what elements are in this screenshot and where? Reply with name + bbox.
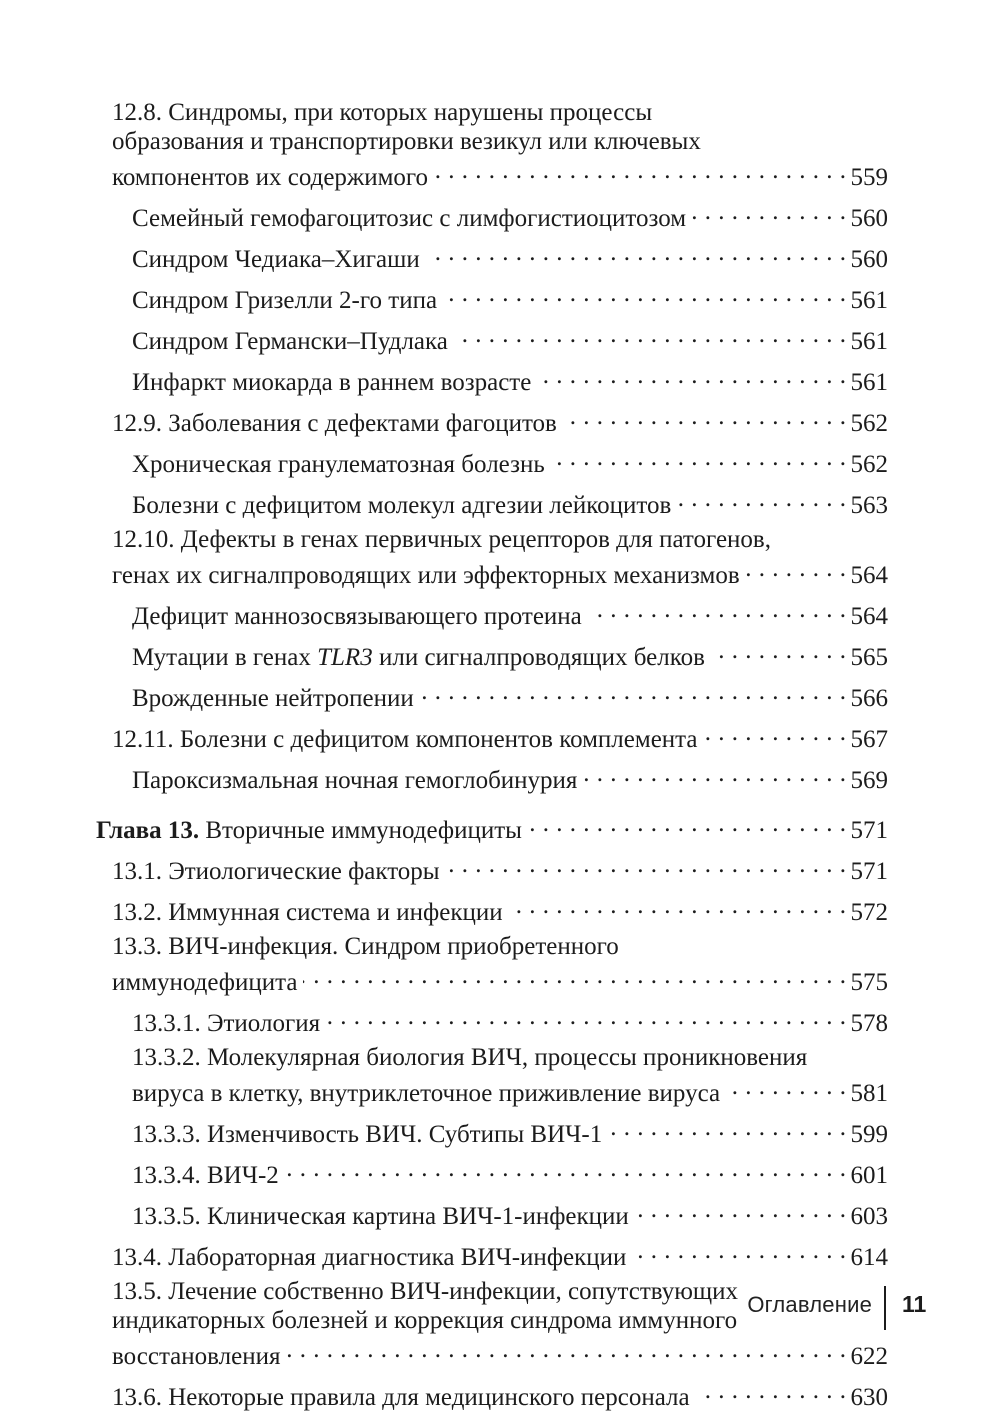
toc-entry-title-part: Мутации в генах — [132, 644, 318, 671]
toc-entry[interactable] — [132, 197, 888, 233]
toc-page-number: 630 — [850, 1384, 888, 1411]
toc-page-number: 562 — [850, 451, 888, 478]
dot-leader — [588, 595, 847, 624]
gene-name: TLR3 — [317, 644, 373, 671]
dot-leader — [326, 1002, 846, 1031]
toc-entry[interactable] — [132, 238, 888, 274]
footer-divider — [884, 1286, 886, 1330]
toc-page-number: 581 — [850, 1080, 888, 1107]
toc-entry[interactable] — [112, 402, 888, 438]
toc-entry[interactable] — [132, 595, 888, 631]
dot-leader — [692, 197, 846, 226]
dot-leader — [696, 1376, 847, 1405]
page-footer — [0, 1286, 1000, 1328]
toc-entry-title: компонентов их содержимого — [112, 164, 429, 191]
toc-page-number: 572 — [850, 899, 888, 926]
toc-page-number: 561 — [850, 328, 888, 355]
toc-entry-title-part: или сигналпроводящих белков — [372, 644, 705, 671]
toc-entry-title: 13.3.1. Этиология — [132, 1010, 321, 1037]
running-footer-title: Оглавление — [747, 1292, 872, 1317]
dot-leader — [443, 279, 846, 308]
toc-page-number: 614 — [850, 1244, 888, 1271]
toc-entry-title: 13.3.5. Клиническая картина ВИЧ-1-инфекции — [132, 1203, 629, 1230]
toc-page-number: 563 — [850, 492, 888, 519]
toc-entry-title: 13.2. Иммунная система и инфекции — [112, 899, 503, 926]
toc-entry-title-line: 13.3.2. Молекулярная биология ВИЧ, процессы проникновения — [132, 1044, 808, 1071]
toc-entry-title: Синдром Германски–Пудлака — [132, 328, 448, 355]
toc-entry-title-line: 13.3. ВИЧ-инфекция. Синдром приобретенного — [112, 933, 619, 960]
toc-entry[interactable] — [132, 443, 888, 479]
dot-leader — [711, 636, 847, 665]
toc-page-number: 601 — [850, 1162, 888, 1189]
dot-leader — [285, 1154, 847, 1183]
dot-leader — [635, 1195, 847, 1224]
dot-leader — [563, 402, 847, 431]
toc-page-number: 560 — [850, 246, 888, 273]
toc-entry-title — [132, 643, 705, 672]
dot-leader — [537, 361, 846, 390]
toc-page-number: 603 — [850, 1203, 888, 1230]
toc-page-number: 562 — [850, 410, 888, 437]
toc-entry[interactable] — [112, 932, 888, 997]
dot-leader — [528, 809, 847, 838]
toc-entry-title: генах их сигналпроводящих или эффекторных механизмов — [112, 562, 740, 589]
toc-entry-title: 13.1. Этиологические факторы — [112, 858, 440, 885]
toc-page-number: 578 — [850, 1010, 888, 1037]
dot-leader — [726, 1072, 846, 1101]
toc-page-number: 599 — [850, 1121, 888, 1148]
toc-page-number: 571 — [850, 817, 888, 844]
toc-entry-title: 13.4. Лабораторная диагностика ВИЧ-инфекции — [112, 1244, 627, 1271]
toc-page-number: 567 — [850, 726, 888, 753]
dot-leader — [632, 1236, 846, 1265]
toc-chapter-entry[interactable] — [96, 809, 888, 845]
toc-page-number: 566 — [850, 685, 888, 712]
toc-entry-title: Синдром Гризелли 2-го типа — [132, 287, 438, 314]
toc-entry-title: Врожденные нейтропении — [132, 685, 414, 712]
chapter-label: Глава 13. — [96, 817, 200, 844]
toc-entry[interactable] — [112, 1376, 888, 1412]
toc-entry-title: 13.3.3. Изменчивость ВИЧ. Субтипы ВИЧ-1 — [132, 1121, 603, 1148]
dot-leader — [509, 891, 847, 920]
toc-entry-title: восстановления — [112, 1343, 281, 1370]
table-of-contents — [0, 98, 1000, 1417]
dot-leader — [426, 238, 847, 267]
page-number: 11 — [902, 1291, 927, 1317]
toc-entry[interactable] — [132, 1002, 888, 1038]
toc-entry-title: Синдром Чедиака–Хигаши — [132, 246, 420, 273]
toc-entry-title: Дефицит маннозосвязывающего протеина — [132, 603, 582, 630]
toc-entry-title: 12.9. Заболевания с дефектами фагоцитов — [112, 410, 557, 437]
toc-entry-title-line: образования и транспортировки везикул или ключевых — [112, 128, 701, 155]
toc-entry-title: 13.3.4. ВИЧ-2 — [132, 1162, 279, 1189]
toc-entry[interactable] — [132, 759, 888, 795]
toc-page-number: 571 — [850, 858, 888, 885]
dot-leader — [583, 759, 846, 788]
toc-entry-title-line: 13.5. Лечение собственно ВИЧ-инфекции, сопутствующих — [112, 1278, 739, 1305]
toc-entry[interactable] — [112, 1236, 888, 1272]
toc-entry-title: Семейный гемофагоцитозис с лимфогистиоцитозом — [132, 205, 687, 232]
toc-entry-title: Болезни с дефицитом молекул адгезии лейкоцитов — [132, 492, 672, 519]
toc-page-number: 559 — [850, 164, 888, 191]
toc-entry-title: иммунодефицита — [112, 969, 298, 996]
dot-leader — [704, 718, 847, 747]
dot-leader — [303, 961, 846, 990]
toc-entry-title: 13.6. Некоторые правила для медицинского персонала — [112, 1384, 690, 1411]
dot-leader — [434, 156, 846, 185]
toc-entry[interactable] — [132, 320, 888, 356]
toc-page-number: 561 — [850, 369, 888, 396]
toc-entry-title-line: 12.8. Синдромы, при которых нарушены процессы — [112, 99, 653, 126]
dot-leader — [551, 443, 847, 472]
toc-entry-title: Вторичные иммунодефициты — [205, 817, 522, 844]
toc-entry-title: Хроническая гранулематозная болезнь — [132, 451, 545, 478]
toc-entry[interactable] — [132, 1043, 888, 1108]
dot-leader — [446, 850, 847, 879]
toc-entry[interactable] — [112, 98, 888, 192]
dot-leader — [677, 484, 846, 513]
toc-entry[interactable] — [132, 1154, 888, 1190]
toc-page-number: 560 — [850, 205, 888, 232]
toc-entry[interactable] — [132, 279, 888, 315]
toc-entry-title-line: индикаторных болезней и коррекция синдрома иммунного — [112, 1307, 738, 1334]
toc-page-number: 565 — [850, 644, 888, 671]
toc-entry-title: Пароксизмальная ночная гемоглобинурия — [132, 767, 578, 794]
dot-leader — [608, 1113, 846, 1142]
toc-entry[interactable] — [112, 891, 888, 927]
toc-entry[interactable] — [132, 1195, 888, 1231]
toc-page-number: 564 — [850, 603, 888, 630]
dot-leader — [420, 677, 847, 706]
toc-page-number: 575 — [850, 969, 888, 996]
toc-entry-title: 12.11. Болезни с дефицитом компонентов комплемента — [112, 726, 698, 753]
toc-entry[interactable] — [132, 636, 888, 672]
toc-entry[interactable] — [132, 484, 888, 520]
toc-entry-title: вируса в клетку, внутриклеточное приживление вируса — [132, 1080, 721, 1107]
toc-entry[interactable] — [132, 361, 888, 397]
toc-page-number: 561 — [850, 287, 888, 314]
toc-page-number: 564 — [850, 562, 888, 589]
toc-page-number: 622 — [850, 1343, 888, 1370]
toc-entry[interactable] — [112, 718, 888, 754]
toc-entry[interactable] — [132, 677, 888, 713]
dot-leader — [286, 1335, 846, 1364]
toc-entry-title-line: 12.10. Дефекты в генах первичных рецепторов для патогенов, — [112, 526, 771, 553]
dot-leader — [746, 554, 847, 583]
toc-entry[interactable] — [112, 525, 888, 590]
toc-entry[interactable] — [132, 1113, 888, 1149]
toc-entry-title: Инфаркт миокарда в раннем возрасте — [132, 369, 532, 396]
toc-entry[interactable] — [112, 850, 888, 886]
dot-leader — [454, 320, 847, 349]
toc-page-number: 569 — [850, 767, 888, 794]
